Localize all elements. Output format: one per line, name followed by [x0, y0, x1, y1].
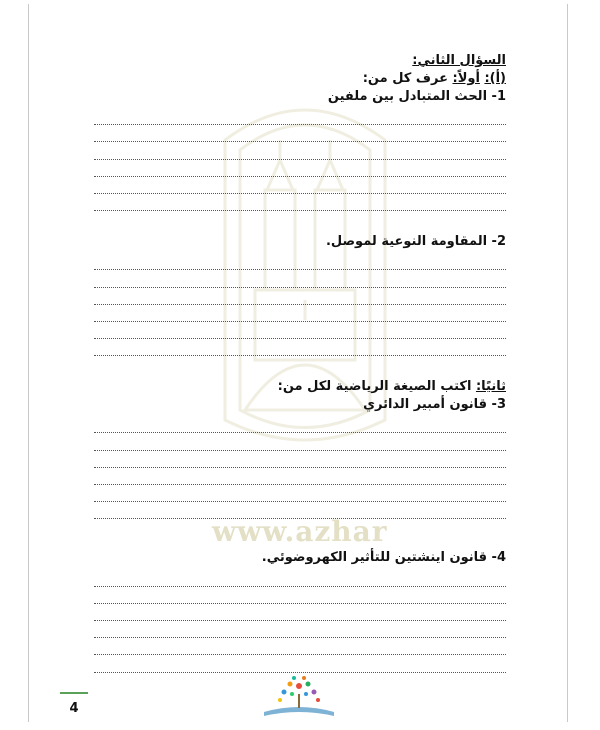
answer-line[interactable] [94, 339, 506, 356]
answer-line[interactable] [94, 322, 506, 339]
answer-line[interactable] [94, 468, 506, 485]
answer-line[interactable] [94, 502, 506, 519]
answer-line[interactable] [94, 433, 506, 450]
answer-line[interactable] [94, 177, 506, 194]
book-tree-logo [256, 672, 342, 720]
answer-line[interactable] [94, 604, 506, 621]
answer-line[interactable] [94, 587, 506, 604]
watermark-text: www.azhar [212, 515, 388, 548]
answer-line[interactable] [94, 655, 506, 672]
answer-line[interactable] [94, 621, 506, 638]
answer-line[interactable] [94, 416, 506, 433]
answer-line[interactable] [94, 160, 506, 177]
answer-line[interactable] [94, 125, 506, 142]
answer-lines-2[interactable] [94, 253, 506, 356]
question-4-label: 4- قانون اينشتين للتأثير الكهروضوئي. [261, 550, 506, 566]
part-a-heading [94, 70, 506, 88]
question-content [94, 52, 506, 673]
part-b-subtitle-prefix: ثانيًا: [475, 379, 506, 395]
answer-line[interactable] [94, 638, 506, 655]
part-a-subtitle-rest: عرف كل من: [362, 71, 453, 86]
question-title: السؤال الثاني: [412, 53, 506, 68]
answer-line[interactable] [94, 194, 506, 211]
answer-line[interactable] [94, 305, 506, 322]
answer-line[interactable] [94, 451, 506, 468]
part-a-marker: (أ): [484, 71, 506, 86]
question-1-label: 1- الحث المتبادل بين ملفين [327, 89, 506, 104]
answer-line[interactable] [94, 270, 506, 287]
answer-line[interactable] [94, 253, 506, 270]
answer-line[interactable] [94, 485, 506, 502]
part-a-subtitle-prefix: أولاً: [452, 71, 480, 86]
question-2-label: 2- المقاومة النوعية لموصل. [325, 234, 506, 250]
question-3-label: 3- قانون أمبير الدائري [363, 397, 506, 413]
answer-line[interactable] [94, 142, 506, 159]
part-b-subtitle-rest: اكتب الصيغة الرياضية لكل من: [277, 379, 476, 395]
answer-line[interactable] [94, 288, 506, 305]
answer-line[interactable] [94, 108, 506, 125]
answer-line[interactable] [94, 569, 506, 586]
part-b-heading [94, 378, 506, 396]
answer-lines-1[interactable] [94, 108, 506, 211]
answer-lines-4[interactable] [94, 569, 506, 672]
answer-lines-3[interactable] [94, 416, 506, 519]
page-number: 4 [60, 692, 88, 722]
